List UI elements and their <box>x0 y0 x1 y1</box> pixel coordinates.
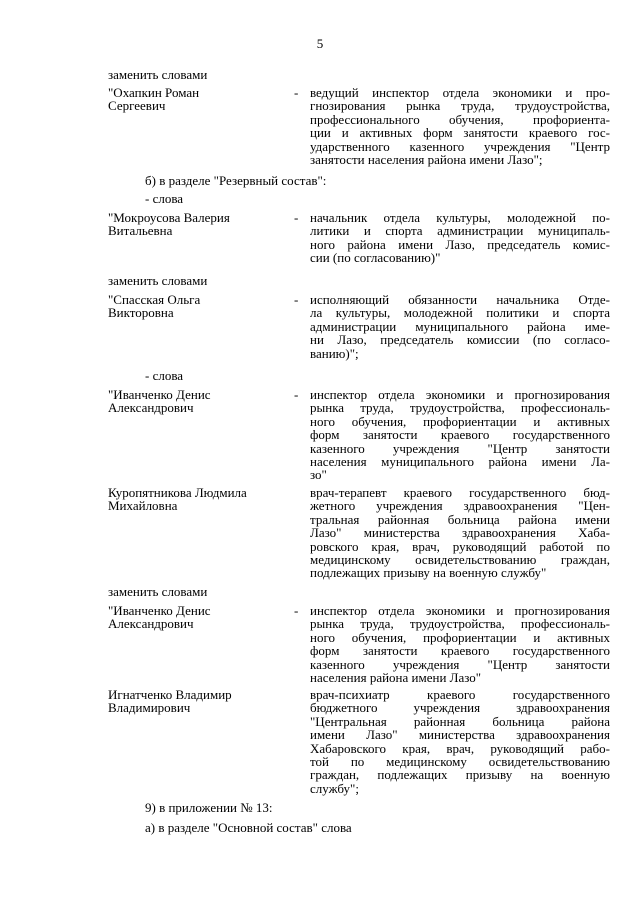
entry-dash: - <box>294 603 299 618</box>
entry-description: инспектор отдела экономики и прогнозирования рынка труда, трудоустройства, профессиональ- ного обучения, профориентации и активных форм занятости краевого государственного казенного учреждения "Центр занятости населения муниципального района имени Ла- зо" <box>310 387 610 483</box>
entry-dash: - <box>294 85 299 100</box>
entry-dash: - <box>294 210 299 225</box>
entry-dash: - <box>294 387 299 402</box>
main-section-item: а) в разделе "Основной состав" слова <box>145 820 352 835</box>
entry-description: исполняющий обязанности начальника Отде- ла культуры, молодежной политики и спорта администрации муниципального района име- ни Лазо, председатель комиссии (по согласо- ванию)"; <box>310 292 610 361</box>
entry-description: врач-психиатр краевого государственного бюджетного учреждения здравоохранения "Центральная районная больница района имени Лазо" министерства здравоохранения Хабаровского края, врач, руководящий рабо- той по медицинскому освидетельствованию граждан, подлежащих призыву на военную службу"; <box>310 687 610 796</box>
entry-name: Куропятникова Людмила Михайловна <box>108 485 247 514</box>
replace-with-label: заменить словами <box>108 584 208 599</box>
entry-name: "Иванченко Денис Александрович <box>108 387 211 416</box>
words-label: - слова <box>145 191 184 206</box>
reserve-section-heading: б) в разделе "Резервный состав": <box>145 173 327 188</box>
entry-name: "Иванченко Денис Александрович <box>108 603 211 632</box>
entry-name: Игнатченко Владимир Владимирович <box>108 687 232 716</box>
appendix-13-item: 9) в приложении № 13: <box>145 800 273 815</box>
entry-description: инспектор отдела экономики и прогнозирования рынка труда, трудоустройства, профессиональ- ного обучения, профориентации и активных форм занятости краевого государственного казенного учреждения "Центр занятости населения района имени Лазо" <box>310 603 610 686</box>
entry-name: "Мокроусова Валерия Витальевна <box>108 210 230 239</box>
replace-with-label: заменить словами <box>108 273 208 288</box>
entry-description: начальник отдела культуры, молодежной по- литики и спорта администрации муниципаль- ного района имени Лазо, председатель комис- сии (по согласованию)" <box>310 210 610 266</box>
entry-name: "Охапкин Роман Сергеевич <box>108 85 200 114</box>
page-number: 5 <box>316 36 324 51</box>
entry-description: ведущий инспектор отдела экономики и про- гнозирования рынка труда, трудоустройства, профессионального обучения, профориента- ции и активных форм занятости краевого гос- ударственного казенного учреждения "Центр занятости населения района имени Лазо"; <box>310 85 610 168</box>
replace-with-label: заменить словами <box>108 67 208 82</box>
entry-name: "Спасская Ольга Викторовна <box>108 292 201 321</box>
words-label: - слова <box>145 368 184 383</box>
entry-description: врач-терапевт краевого государственного бюд- жетного учреждения здравоохранения "Цен- тральная районная больница района имени Лазо" министерства здравоохранения Хаба- ровского края, врач, руководящий работой по медицинскому освидетельствованию граждан, подлежащих призыву на военную службу" <box>310 485 610 581</box>
entry-dash: - <box>294 292 299 307</box>
